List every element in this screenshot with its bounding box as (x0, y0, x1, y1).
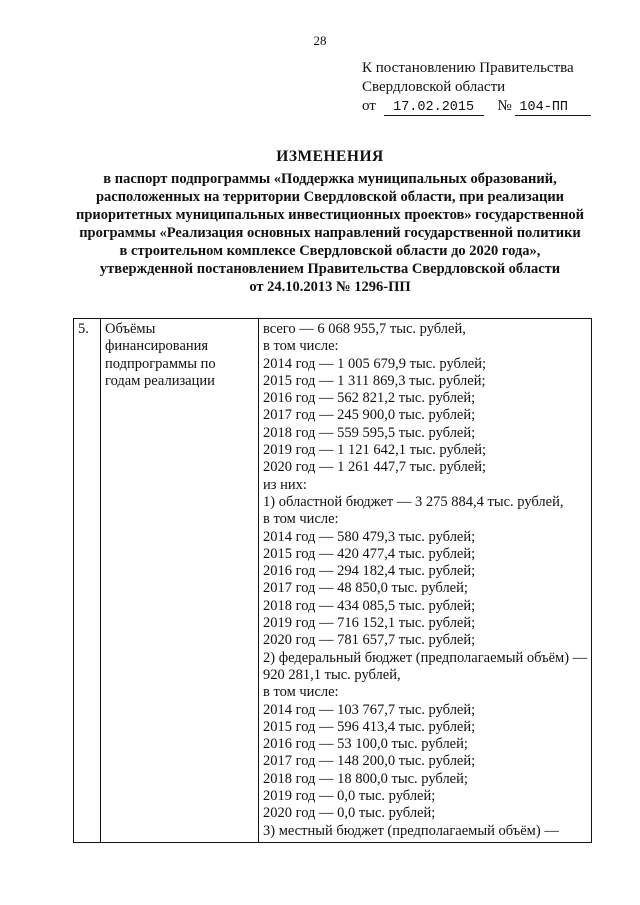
value-line: 2016 год — 53 100,0 тыс. рублей; (263, 736, 468, 753)
financing-table (73, 318, 592, 843)
label-line: годам реализации (105, 372, 215, 389)
document-title (40, 148, 620, 296)
title-line: утвержденной постановлением Правительства Свердловской области (99, 261, 561, 277)
value-line: 2019 год — 1 121 642,1 тыс. рублей; (263, 442, 487, 459)
row-number: 5. (74, 319, 101, 843)
value-line: 2014 год — 1 005 679,9 тыс. рублей; (263, 355, 487, 372)
row-label (101, 319, 259, 843)
value-line: 2017 год — 48 850,0 тыс. рублей; (263, 580, 468, 597)
value-line: 2017 год — 148 200,0 тыс. рублей; (263, 753, 476, 770)
table-row (74, 319, 592, 843)
value-line: всего — 6 068 955,7 тыс. рублей, (263, 321, 466, 337)
decree-reference (362, 59, 591, 116)
label-line: Объёмы (105, 321, 156, 337)
value-line: 2018 год — 18 800,0 тыс. рублей; (263, 770, 468, 787)
value-line: 2020 год — 0,0 тыс. рублей; (263, 805, 436, 822)
reference-line-2: Свердловской области (362, 79, 506, 95)
number-prefix: № (497, 98, 512, 114)
decree-date: 17.02.2015 (384, 101, 484, 116)
value-line: 2018 год — 559 595,5 тыс. рублей; (263, 424, 476, 441)
value-line: 3) местный бюджет (предполагаемый объём) — (263, 822, 559, 839)
page-number: 28 (313, 33, 327, 48)
value-line: из них: (263, 476, 307, 493)
value-line: 2015 год — 596 413,4 тыс. рублей; (263, 718, 476, 735)
title-line: в паспорт подпрограммы «Поддержка муниципальных образований, (103, 171, 557, 187)
reference-date-line (362, 97, 591, 116)
row-values (259, 319, 592, 843)
value-line: 2014 год — 580 479,3 тыс. рублей; (263, 528, 476, 545)
date-prefix: от (362, 98, 376, 114)
title-heading: ИЗМЕНЕНИЯ (276, 148, 384, 165)
value-line: в том числе: (263, 684, 339, 701)
value-line: 2015 год — 1 311 869,3 тыс. рублей; (263, 372, 486, 389)
label-line: подпрограммы по (105, 355, 216, 372)
value-line: 2014 год — 103 767,7 тыс. рублей; (263, 701, 476, 718)
value-line: 2016 год — 294 182,4 тыс. рублей; (263, 563, 476, 580)
value-line: 2015 год — 420 477,4 тыс. рублей; (263, 545, 476, 562)
value-line: 2020 год — 1 261 447,7 тыс. рублей; (263, 459, 487, 476)
value-line: 1) областной бюджет — 3 275 884,4 тыс. рублей, (263, 493, 564, 510)
value-line: в том числе: (263, 338, 339, 355)
title-line: от 24.10.2013 № 1296-ПП (249, 279, 411, 295)
value-line: 2016 год — 562 821,2 тыс. рублей; (263, 390, 476, 407)
value-line: 2017 год — 245 900,0 тыс. рублей; (263, 407, 476, 424)
value-line: в том числе: (263, 511, 339, 528)
value-line: 2019 год — 716 152,1 тыс. рублей; (263, 615, 476, 632)
label-line: финансирования (105, 338, 209, 355)
title-line: программы «Реализация основных направлений государственной политики (79, 225, 581, 241)
value-line: 2020 год — 781 657,7 тыс. рублей; (263, 632, 476, 649)
reference-line-1: К постановлению Правительства (362, 60, 574, 76)
title-line: приоритетных муниципальных инвестиционных проектов» государственной (75, 207, 585, 223)
decree-number: 104-ПП (515, 101, 591, 116)
value-line: 920 281,1 тыс. рублей, (263, 666, 401, 683)
value-line: 2018 год — 434 085,5 тыс. рублей; (263, 597, 476, 614)
title-line: расположенных на территории Свердловской области, при реализации (95, 189, 565, 205)
title-line: в строительном комплексе Свердловской области до 2020 года», (119, 243, 541, 259)
value-line: 2) федеральный бюджет (предполагаемый объём) — (263, 649, 588, 666)
value-line: 2019 год — 0,0 тыс. рублей; (263, 788, 436, 805)
